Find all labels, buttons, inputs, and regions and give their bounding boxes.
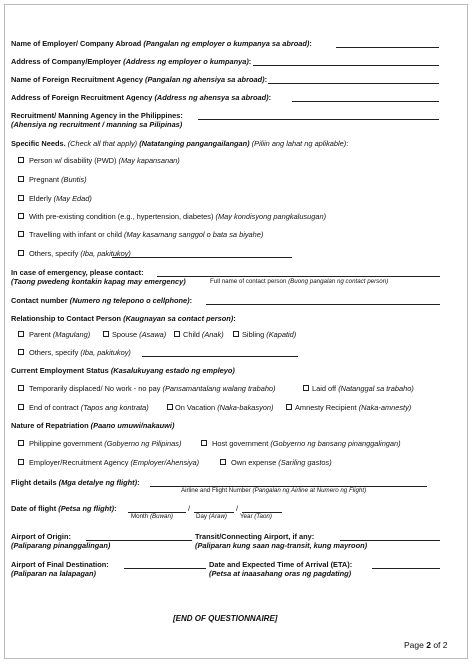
child-label: Child (Anak) xyxy=(183,330,224,339)
emergency-input[interactable] xyxy=(157,276,440,277)
agency-label: Name of Foreign Recruitment Agency (Pangalan ng ahensiya sa abroad): xyxy=(11,75,268,84)
page-number: Page 2 of 2 xyxy=(404,640,448,650)
relationship-others-checkbox[interactable] xyxy=(18,349,24,355)
contact-number-label: Contact number (Numero ng telepono o cellphone): xyxy=(11,296,193,305)
employer-address-input[interactable] xyxy=(253,65,439,66)
employment-label: Current Employment Status (Kasalukuyang estado ng empleyo) xyxy=(11,366,235,375)
own-expense-label: Own expense (Sariling gastos) xyxy=(231,458,332,467)
employer-input[interactable] xyxy=(336,47,439,48)
eta-input[interactable] xyxy=(372,568,440,569)
agency-address-label: Address of Foreign Recruitment Agency (Address ng ahensya sa abroad): xyxy=(11,93,272,102)
specific-needs-label: Specific Needs. (Check all that apply) (Natatanging pangangailangan) (Piliin ang lahat ng aplikable): xyxy=(11,139,349,148)
flight-label: Flight details (Mga detalye ng flight): xyxy=(11,478,140,487)
spouse-checkbox[interactable] xyxy=(103,331,109,337)
manning-input[interactable] xyxy=(198,119,439,120)
transit-label: Transit/Connecting Airport, if any: xyxy=(195,532,315,541)
child-checkbox[interactable] xyxy=(174,331,180,337)
sibling-label: Sibling (Kapatid) xyxy=(242,330,297,339)
amnesty-checkbox[interactable] xyxy=(286,404,292,410)
relationship-label: Relationship to Contact Person (Kaugnayan sa contact person): xyxy=(11,314,236,323)
agency-input[interactable] xyxy=(268,83,439,84)
flight-hint: Airline and Flight Number (Pangalan ng Airline at Numero ng Flight) xyxy=(181,487,367,494)
relationship-others-label: Others, specify (Iba, pakitukoy) xyxy=(29,348,131,357)
employer-address-label: Address of Company/Employer (Address ng employer o kumpanya): xyxy=(11,57,252,66)
transit-translation: (Paliparan kung saan nag-transit, kung mayroon) xyxy=(195,541,368,550)
infant-label: Travelling with infant or child (May kasamang sanggol o bata sa biyahe) xyxy=(29,230,264,239)
destination-translation: (Paliparan na lalapagan) xyxy=(11,569,97,578)
vacation-label: On Vacation (Naka-bakasyon) xyxy=(175,403,274,412)
origin-label: Airport of Origin: xyxy=(11,532,71,541)
host-gov-checkbox[interactable] xyxy=(201,440,207,446)
sibling-checkbox[interactable] xyxy=(233,331,239,337)
needs-others-input[interactable] xyxy=(112,257,292,258)
employer-label: Name of Employer/ Company Abroad (Pangalan ng employer o kumpanya sa abroad): xyxy=(11,39,312,48)
eta-translation: (Petsa at inaasahang oras ng pagdating) xyxy=(209,569,352,578)
manning-label: Recruitment/ Manning Agency in the Philippines: xyxy=(11,111,183,120)
origin-translation: (Paliparang pinanggalingan) xyxy=(11,541,111,550)
end-of-questionnaire: [END OF QUESTIONNAIRE] xyxy=(173,614,278,623)
flight-date-label: Date of flight (Petsa ng flight): xyxy=(11,504,117,513)
needs-others-checkbox[interactable] xyxy=(18,250,24,256)
destination-label: Airport of Final Destination: xyxy=(11,560,109,569)
date-slash-1: / xyxy=(188,504,191,513)
laid-off-checkbox[interactable] xyxy=(303,385,309,391)
infant-checkbox[interactable] xyxy=(18,231,24,237)
ph-gov-label: Philippine government (Gobyerno ng Pilipinas) xyxy=(29,439,182,448)
parent-label: Parent (Magulang) xyxy=(29,330,91,339)
elderly-checkbox[interactable] xyxy=(18,195,24,201)
condition-checkbox[interactable] xyxy=(18,213,24,219)
elderly-label: Elderly (May Edad) xyxy=(29,194,92,203)
condition-label: With pre-existing condition (e.g., hypertension, diabetes) (May kondisyong pangkalusugan) xyxy=(29,212,327,221)
displaced-checkbox[interactable] xyxy=(18,385,24,391)
repatriation-label: Nature of Repatriation (Paano umuwi/nakauwi) xyxy=(11,421,175,430)
end-contract-label: End of contract (Tapos ang kontrata) xyxy=(29,403,149,412)
emergency-label: In case of emergency, please contact: xyxy=(11,268,144,277)
relationship-others-input[interactable] xyxy=(142,356,298,357)
month-hint: Month (Buwan) xyxy=(131,513,173,520)
pwd-checkbox[interactable] xyxy=(18,157,24,163)
year-hint: Year (Taon) xyxy=(240,513,272,520)
ph-gov-checkbox[interactable] xyxy=(18,440,24,446)
manning-translation: (Ahensiya ng recruitment / manning sa Pilipinas) xyxy=(11,120,183,129)
pwd-label: Person w/ disability (PWD) (May kapansanan) xyxy=(29,156,180,165)
pregnant-checkbox[interactable] xyxy=(18,176,24,182)
needs-others-label: Others, specify (Iba, pakitukoy) xyxy=(29,249,131,258)
parent-checkbox[interactable] xyxy=(18,331,24,337)
displaced-label: Temporarily displaced/ No work - no pay (Pansamantalang walang trabaho) xyxy=(29,384,276,393)
destination-input[interactable] xyxy=(124,568,206,569)
laid-off-label: Laid off (Natanggal sa trabaho) xyxy=(312,384,414,393)
amnesty-label: Amnesty Recipient (Naka-amnesty) xyxy=(295,403,412,412)
end-contract-checkbox[interactable] xyxy=(18,404,24,410)
emergency-translation: (Taong pwedeng kontakin kapag may emergency) xyxy=(11,277,186,286)
contact-number-input[interactable] xyxy=(206,304,440,305)
date-slash-2: / xyxy=(236,504,239,513)
agency-address-input[interactable] xyxy=(292,101,439,102)
vacation-checkbox[interactable] xyxy=(167,404,173,410)
eta-label: Date and Expected Time of Arrival (ETA): xyxy=(209,560,353,569)
emergency-hint: Full name of contact person (Buong pangalan ng contact person) xyxy=(210,278,389,285)
day-hint: Day (Araw) xyxy=(196,513,227,520)
spouse-label: Spouse (Asawa) xyxy=(112,330,167,339)
pregnant-label: Pregnant (Buntis) xyxy=(29,175,87,184)
employer-agency-checkbox[interactable] xyxy=(18,459,24,465)
employer-agency-label: Employer/Recruitment Agency (Employer/Ahensiya) xyxy=(29,458,200,467)
own-expense-checkbox[interactable] xyxy=(220,459,226,465)
host-gov-label: Host government (Gobyerno ng bansang pinanggalingan) xyxy=(212,439,401,448)
